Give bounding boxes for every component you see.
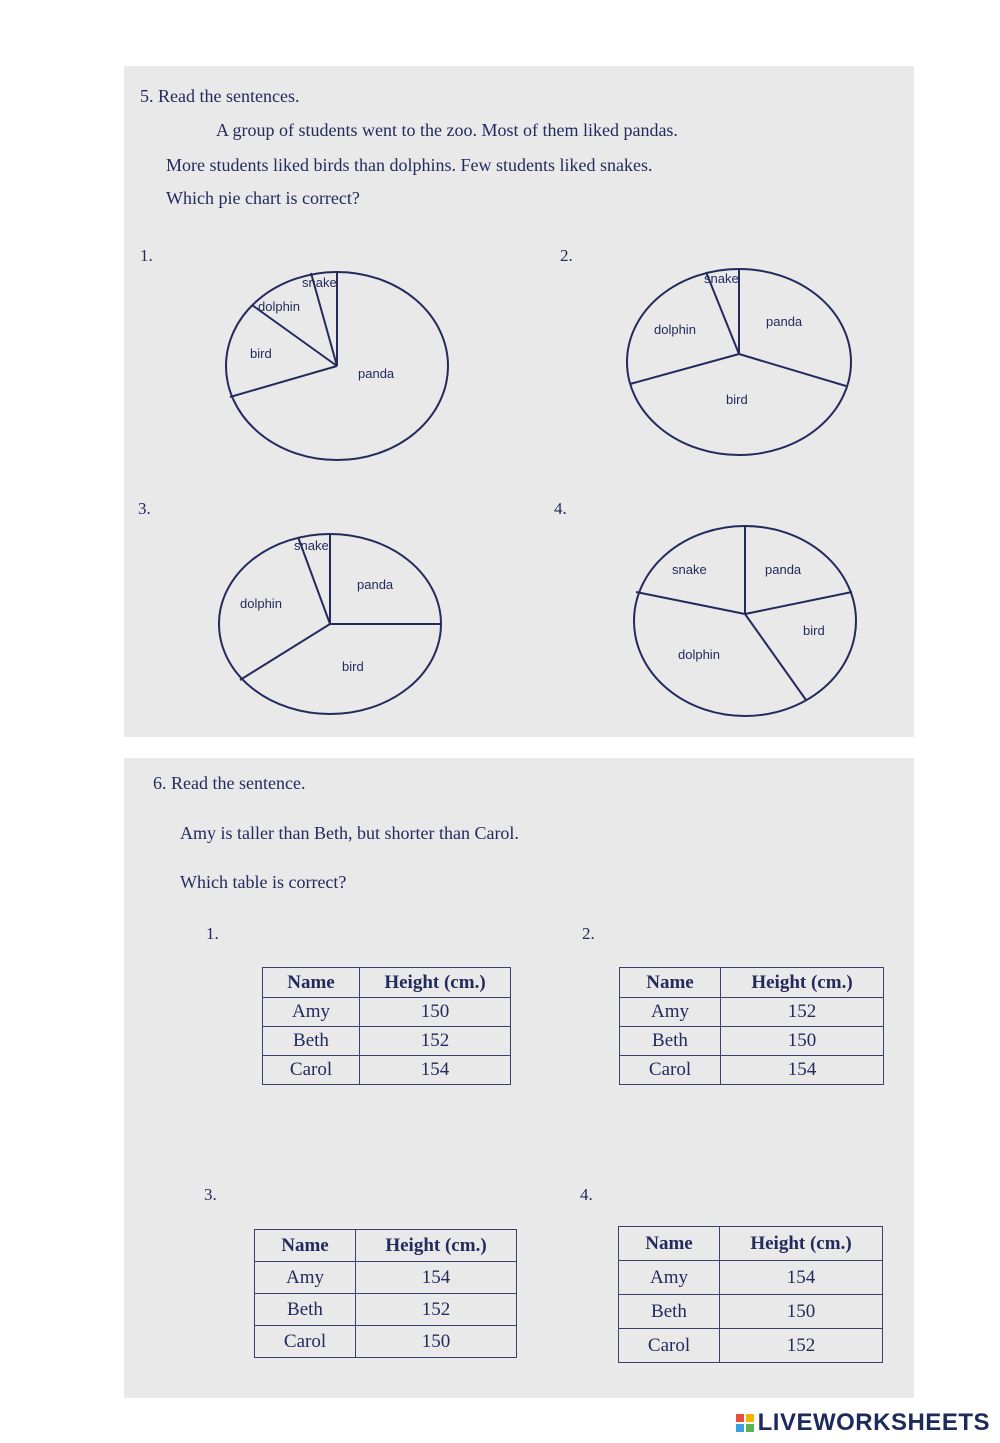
table-2-header-name: Name <box>620 968 721 998</box>
table-4-name-beth: Beth <box>619 1295 720 1329</box>
table-row <box>619 1261 883 1295</box>
table-3-height-carol: 150 <box>356 1326 517 1358</box>
table-1-height-beth: 152 <box>360 1027 511 1056</box>
liveworksheets-logo-icon <box>736 1414 754 1432</box>
table-1-header-height: Height (cm.) <box>360 968 511 998</box>
logo-square-2 <box>746 1414 754 1422</box>
table-row <box>263 1056 511 1085</box>
logo-square-4 <box>746 1424 754 1432</box>
table-1-name-beth: Beth <box>263 1027 360 1056</box>
pie-option-3-number[interactable]: 3. <box>138 499 151 518</box>
table-4-height-carol: 152 <box>720 1329 883 1363</box>
pie-chart-4[interactable] <box>632 524 862 724</box>
question-5-panel <box>124 66 914 737</box>
table-4-height-beth: 150 <box>720 1295 883 1329</box>
table-3-name-amy: Amy <box>255 1262 356 1294</box>
question-6-panel <box>124 758 914 1398</box>
table-row <box>255 1294 517 1326</box>
table-row <box>620 1056 884 1085</box>
height-table-4[interactable] <box>618 1226 883 1363</box>
table-row <box>255 1326 517 1358</box>
pie-option-1-number[interactable]: 1. <box>140 246 153 265</box>
pie-4-label-snake: snake <box>672 562 707 577</box>
table-3-name-beth: Beth <box>255 1294 356 1326</box>
table-2-height-amy: 152 <box>721 998 884 1027</box>
pie-1-label-panda: panda <box>358 366 395 381</box>
pie-3-label-dolphin: dolphin <box>240 596 282 611</box>
table-row <box>619 1295 883 1329</box>
table-row <box>620 1027 884 1056</box>
pie-1-divider-bird-panda <box>230 366 337 397</box>
table-1-name-carol: Carol <box>263 1056 360 1085</box>
pie-3-divider-dolphin-bird <box>240 624 330 680</box>
q5-question: Which pie chart is correct? <box>166 188 360 208</box>
pie-2-label-dolphin: dolphin <box>654 322 696 337</box>
table-option-2-number[interactable]: 2. <box>582 924 595 943</box>
q5-sentence-1: A group of students went to the zoo. Most of them liked pandas. <box>216 120 678 140</box>
table-row <box>263 998 511 1027</box>
pie-4-label-panda: panda <box>765 562 802 577</box>
height-table-3[interactable] <box>254 1229 517 1358</box>
liveworksheets-logo[interactable] <box>736 1409 990 1437</box>
pie-chart-2[interactable] <box>626 266 856 466</box>
table-2-name-carol: Carol <box>620 1056 721 1085</box>
table-4-header-name: Name <box>619 1227 720 1261</box>
pie-3-label-bird: bird <box>342 659 364 674</box>
table-2-name-beth: Beth <box>620 1027 721 1056</box>
pie-3-label-panda: panda <box>357 577 394 592</box>
table-2-height-carol: 154 <box>721 1056 884 1085</box>
table-2-name-amy: Amy <box>620 998 721 1027</box>
pie-2-label-panda: panda <box>766 314 803 329</box>
pie-chart-1[interactable] <box>224 269 454 469</box>
table-4-name-carol: Carol <box>619 1329 720 1363</box>
pie-2-label-snake: snake <box>704 271 739 286</box>
pie-4-divider-panda-bird <box>745 592 852 614</box>
pie-1-label-dolphin: dolphin <box>258 299 300 314</box>
table-3-header-height: Height (cm.) <box>356 1230 517 1262</box>
table-1-height-amy: 150 <box>360 998 511 1027</box>
q6-heading: 6. Read the sentence. <box>153 773 306 793</box>
table-1-header-name: Name <box>263 968 360 998</box>
pie-4-divider-bird-dolphin <box>745 614 806 700</box>
logo-square-1 <box>736 1414 744 1422</box>
table-option-1-number[interactable]: 1. <box>206 924 219 943</box>
pie-option-4-number[interactable]: 4. <box>554 499 567 518</box>
table-3-height-amy: 154 <box>356 1262 517 1294</box>
liveworksheets-logo-text: LIVEWORKSHEETS <box>757 1409 990 1436</box>
table-row <box>255 1262 517 1294</box>
table-3-height-beth: 152 <box>356 1294 517 1326</box>
pie-2-label-bird: bird <box>726 392 748 407</box>
pie-4-divider-dolphin-snake <box>636 592 745 614</box>
pie-1-label-bird: bird <box>250 346 272 361</box>
table-2-height-beth: 150 <box>721 1027 884 1056</box>
table-4-name-amy: Amy <box>619 1261 720 1295</box>
table-1-height-carol: 154 <box>360 1056 511 1085</box>
table-2-header-height: Height (cm.) <box>721 968 884 998</box>
table-option-3-number[interactable]: 3. <box>204 1185 217 1204</box>
q6-question: Which table is correct? <box>180 872 347 892</box>
pie-3-label-snake: snake <box>294 538 329 553</box>
pie-2-divider-dolphin-bird <box>630 354 739 384</box>
pie-1-label-snake: snake <box>302 275 337 290</box>
table-1-name-amy: Amy <box>263 998 360 1027</box>
q5-sentence-2: More students liked birds than dolphins. Few students liked snakes. <box>166 155 653 175</box>
table-3-name-carol: Carol <box>255 1326 356 1358</box>
height-table-2[interactable] <box>619 967 884 1085</box>
pie-4-label-dolphin: dolphin <box>678 647 720 662</box>
table-row <box>620 998 884 1027</box>
table-row <box>263 1027 511 1056</box>
table-4-header-height: Height (cm.) <box>720 1227 883 1261</box>
pie-option-2-number[interactable]: 2. <box>560 246 573 265</box>
table-3-header-name: Name <box>255 1230 356 1262</box>
table-row <box>619 1329 883 1363</box>
height-table-1[interactable] <box>262 967 511 1085</box>
table-4-height-amy: 154 <box>720 1261 883 1295</box>
pie-2-divider-bird-panda <box>739 354 846 386</box>
q6-sentence: Amy is taller than Beth, but shorter than Carol. <box>180 823 519 843</box>
q5-heading: 5. Read the sentences. <box>140 86 300 106</box>
pie-4-label-bird: bird <box>803 623 825 638</box>
pie-chart-3[interactable] <box>218 532 448 722</box>
logo-square-3 <box>736 1424 744 1432</box>
table-option-4-number[interactable]: 4. <box>580 1185 593 1204</box>
